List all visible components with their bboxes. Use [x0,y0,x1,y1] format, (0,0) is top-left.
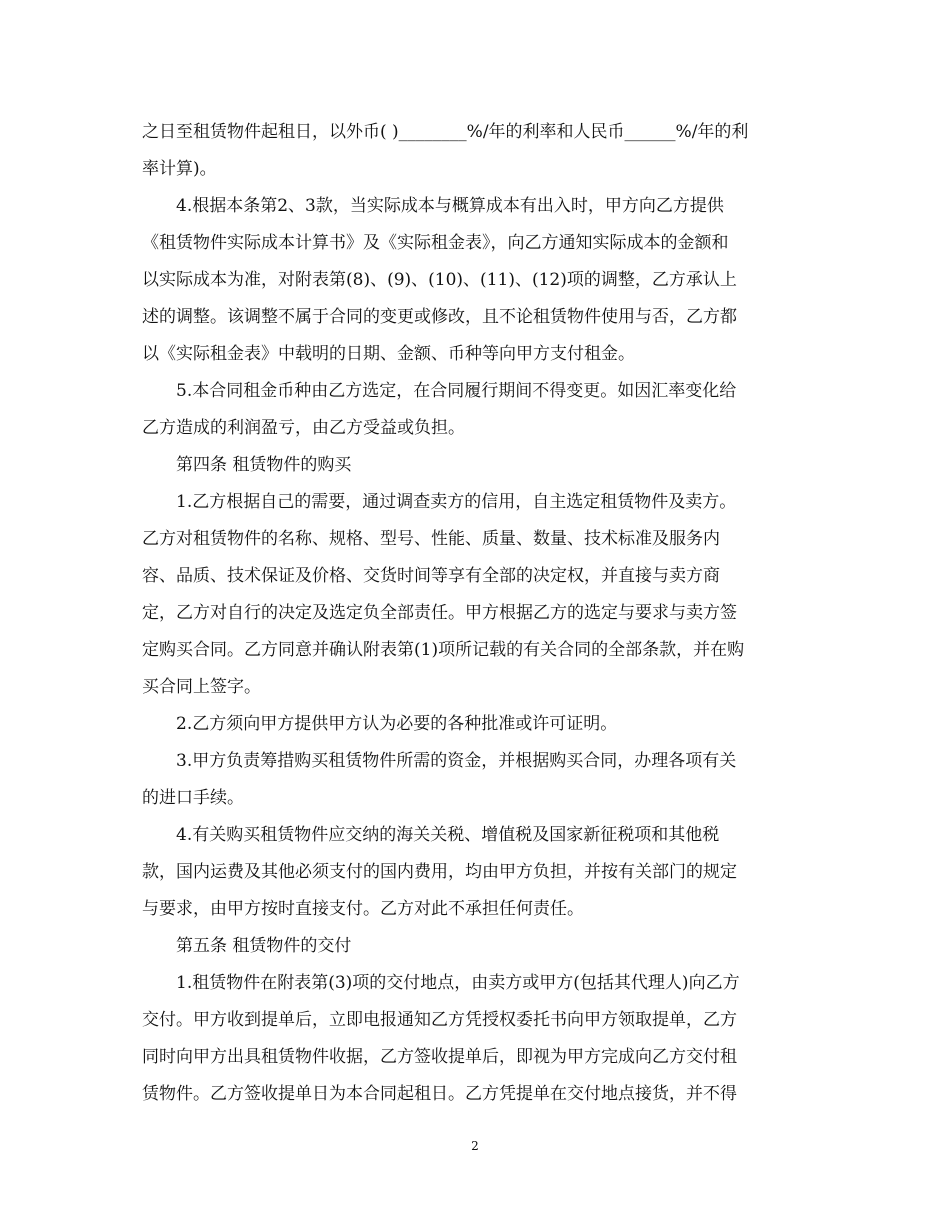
text-line: 以《实际租金表》中载明的日期、金额、币种等向甲方支付租金。 [142,344,635,364]
text-line: 与要求，由甲方按时直接支付。乙方对此不承担任何责任。 [142,899,584,919]
text-line: 乙方造成的利润盈亏，由乙方受益或负担。 [142,418,465,438]
text-line: 交付。甲方收到提单后，立即电报通知乙方凭授权委托书向甲方领取提单，乙方 [142,1010,737,1030]
text-line: 款，国内运费及其他必须支付的国内费用，均由甲方负担，并按有关部门的规定 [142,862,737,882]
text-line: 第四条 租赁物件的购买 [176,455,352,475]
text-line: 买合同上签字。 [142,677,261,697]
text-line: 1.乙方根据自己的需要，通过调查卖方的信用，自主选定租赁物件及卖方。 [176,492,737,512]
text-line: 乙方对租赁物件的名称、规格、型号、性能、质量、数量、技术标准及服务内 [142,529,720,549]
text-line: 定，乙方对自行的决定及选定负全部责任。甲方根据乙方的选定与要求与卖方签 [142,603,737,623]
text-line: 的进口手续。 [142,788,244,808]
text-line: 容、品质、技术保证及价格、交货时间等享有全部的决定权，并直接与卖方商 [142,566,720,586]
text-line: 《租赁物件实际成本计算书》及《实际租金表》，向乙方通知实际成本的金额和 [142,233,729,253]
text-line: 3.甲方负责筹措购买租赁物件所需的资金，并根据购买合同，办理各项有关 [176,751,737,771]
page-number: 2 [471,1139,479,1153]
text-line: 5.本合同租金币种由乙方选定，在合同履行期间不得变更。如因汇率变化给 [176,381,737,401]
text-line: 以实际成本为准，对附表第(8)、(9)、(10)、(11)、(12)项的调整，乙方承认上 [142,270,737,290]
text-line: 4.根据本条第2、3款，当实际成本与概算成本有出入时，甲方向乙方提供 [176,196,724,216]
text-line: 2.乙方须向甲方提供甲方认为必要的各种批准或许可证明。 [176,714,618,734]
text-line: 赁物件。乙方签收提单日为本合同起租日。乙方凭提单在交付地点接货，并不得 [142,1084,737,1104]
text-line: 4.有关购买租赁物件应交纳的海关关税、增值税及国家新征税项和其他税 [176,825,720,845]
text-line: 述的调整。该调整不属于合同的变更或修改，且不论租赁物件使用与否，乙方都 [142,307,737,327]
text-line: 之日至租赁物件起租日，以外币( )________%/年的利率和人民币______%/年的利 [142,122,749,142]
document-body [142,114,810,1113]
text-line: 第五条 租赁物件的交付 [176,936,352,956]
text-line: 1.租赁物件在附表第(3)项的交付地点，由卖方或甲方(包括其代理人)向乙方 [176,973,740,993]
text-line: 同时向甲方出具租赁物件收据，乙方签收提单后，即视为甲方完成向乙方交付租 [142,1047,737,1067]
text-line: 率计算)。 [142,159,217,179]
text-line: 定购买合同。乙方同意并确认附表第(1)项所记载的有关合同的全部条款，并在购 [142,640,745,660]
